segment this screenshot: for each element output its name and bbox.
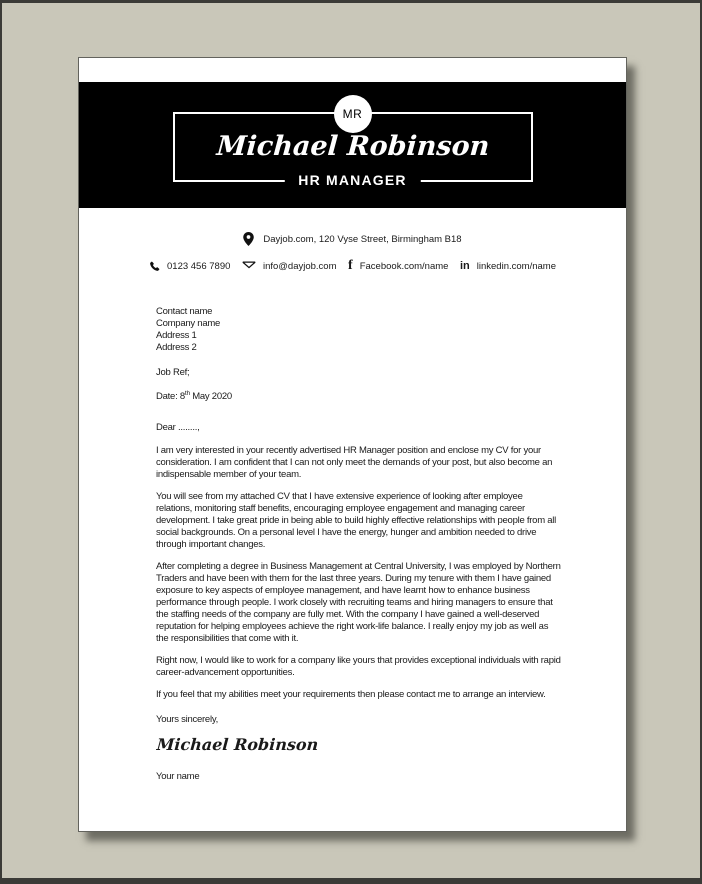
contact-details-row — [79, 260, 626, 272]
linkedin-text: linkedin.com/name — [476, 260, 556, 272]
paragraph-2: You will see from my attached CV that I have extensive experience of looking after employee relations, monitoring staff benefits, encouraging employee engagement and managing career development. I take great pride in being able to build highly effective relationships with people from all social backgrounds. On a personal level I have the energy, hunger and ambition needed to drive through important changes. — [156, 491, 557, 551]
monogram-text: MR — [342, 107, 363, 121]
paragraph-1: I am very interested in your recently advertised HR Manager position and enclose my CV for your consideration. I am confident that I can not only meet the demands of your post, but also become an indispensable member of your team. — [156, 445, 553, 481]
page-top-strip — [79, 58, 626, 82]
recipient-address-1: Address 1 — [156, 330, 197, 341]
contact-address-row — [79, 232, 626, 246]
monogram-badge — [334, 95, 372, 133]
job-ref-line: Job Ref; — [156, 367, 190, 378]
phone-text: 0123 456 7890 — [167, 260, 231, 272]
address-text: Dayjob.com, 120 Vyse Street, Birmingham B18 — [263, 233, 462, 245]
paragraph-4: Right now, I would like to work for a company like yours that provides exceptional individuals with rapid career-advancement opportunities. — [156, 655, 561, 679]
facebook-icon: f — [348, 258, 353, 273]
phone-item — [149, 261, 230, 272]
paragraph-5: If you feel that my abilities meet your requirements then please contact me to arrange an interview. — [156, 689, 546, 701]
signature-script: Michael Robinson — [156, 735, 319, 755]
date-prefix: Date: 8 — [156, 391, 185, 403]
recipient-company-name: Company name — [156, 318, 221, 329]
header-banner — [79, 82, 626, 208]
email-item — [242, 261, 337, 272]
letter-body — [156, 306, 561, 783]
linkedin-item — [460, 260, 556, 272]
linkedin-icon: in — [459, 260, 470, 272]
header-frame — [173, 107, 533, 188]
phone-icon — [149, 261, 160, 272]
location-pin-icon — [243, 232, 254, 246]
cover-letter-page — [78, 57, 627, 832]
paragraph-3: After completing a degree in Business Management at Central University, I was employed by Northern Traders and have been with them for the last three years. During my tenure with them I have gained exposure to key aspects of employee management, and have learnt how to enhance business performance through people. I work closely with recruiting teams and hiring managers to ensure that the staffing needs of the company are fully met. With the company I have gained a well-deserved reputation for helping employees achieve the right work-life balance. I really enjoy my job as well as the responsibilities that come with it. — [156, 561, 561, 645]
recipient-block — [156, 306, 561, 354]
job-title: HR MANAGER — [284, 171, 420, 190]
email-icon — [242, 261, 256, 271]
closing-line: Yours sincerely, — [156, 714, 219, 726]
date-suffix: May 2020 — [189, 391, 232, 403]
facebook-text: Facebook.com/name — [359, 260, 449, 272]
contact-section — [79, 208, 626, 272]
date-ordinal: th — [184, 390, 190, 397]
candidate-name: Michael Robinson — [215, 131, 490, 162]
date-line — [156, 388, 561, 403]
facebook-item — [348, 260, 448, 272]
recipient-contact-name: Contact name — [156, 306, 213, 317]
signoff-name: Your name — [156, 771, 200, 783]
email-text: info@dayjob.com — [262, 260, 337, 272]
salutation: Dear ........, — [156, 422, 200, 434]
recipient-address-2: Address 2 — [156, 342, 197, 353]
